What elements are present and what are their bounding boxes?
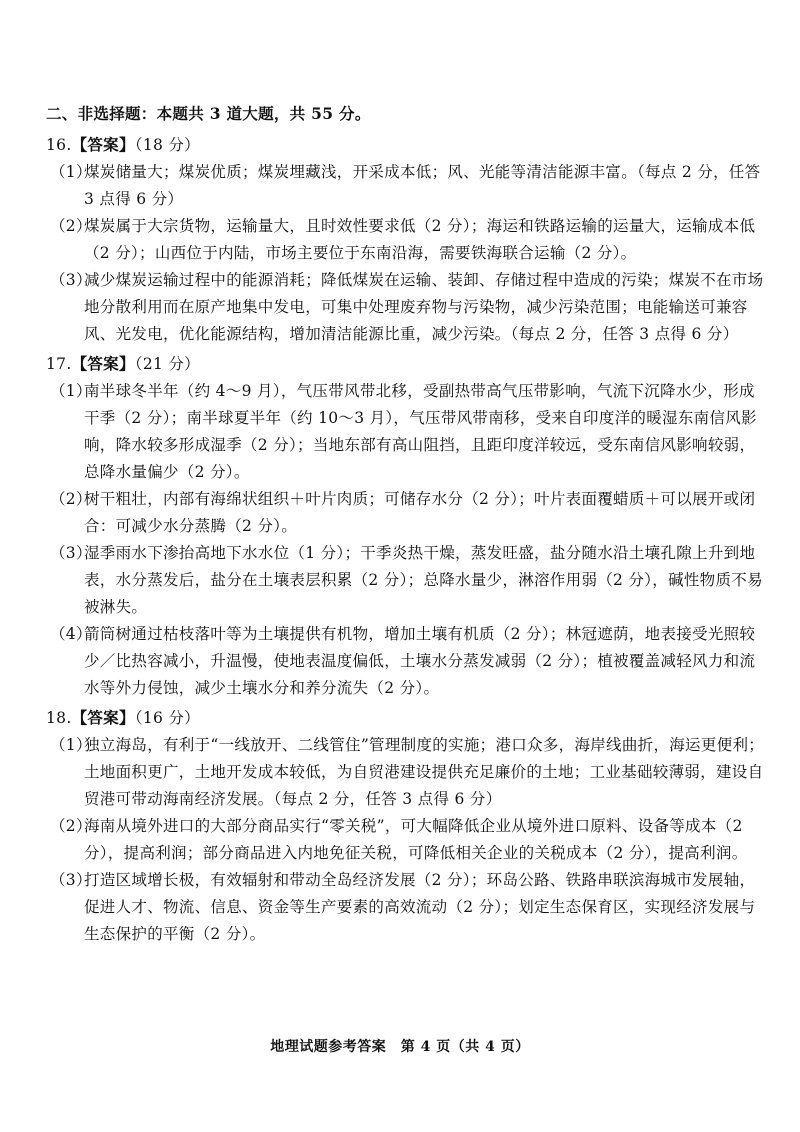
- answer-item: [50, 867, 766, 948]
- item-number: （2）: [50, 217, 92, 235]
- item-text: 海南从境外进口的大部分商品实行“零关税”，可大幅降低企业从境外进口原料、设备等成本（2 分），提高利润；部分商品进入内地免征关税，可降低相关企业的关税成本（2 分），提高利润。: [84, 817, 748, 862]
- item-text: 煤炭属于大宗货物，运输量大，且时效性要求低（2 分）；海运和铁路运输的运量大，运输成本低（2 分）；山西位于内陆，市场主要位于东南沿海，需要铁海联合运输（2 分）。: [84, 217, 756, 262]
- item-text: 南半球冬半年（约 4～9 月），气压带风带北移，受副热带高气压带影响，气流下沉降水少，形成干季（2 分）；南半球夏半年（约 10～3 月），气压带风带南移，受来自印度洋的暖湿东南信风影响，降水较多形成湿季（2 分）；当地东部有高山阻挡，且距印度洋较远，受东南信风影响较弱，总降水量偏少（2 分）。: [84, 382, 757, 481]
- item-number: （3）: [50, 544, 92, 562]
- item-number: （1）: [50, 736, 92, 754]
- answer-item: [50, 213, 766, 267]
- item-number: （2）: [50, 817, 92, 835]
- item-text: 减少煤炭运输过程中的能源消耗；降低煤炭在运输、装卸、存储过程中造成的污染；煤炭不在市场地分散利用而在原产地集中发电，可集中处理废弃物与污染物，减少污染范围；电能输送可兼容风、光发电，优化能源结构，增加清洁能源比重，减少污染。（每点 2 分，任答 3 点得 6 分）: [84, 271, 764, 343]
- question-score: （18 分）: [134, 136, 200, 154]
- answer-label: 【答案】: [71, 354, 135, 373]
- question-score: （16 分）: [134, 709, 200, 727]
- answer-item: [50, 159, 766, 213]
- answer-item: [50, 486, 766, 540]
- answer-item: [50, 267, 766, 348]
- answer-content: [46, 100, 766, 948]
- question-score: （21 分）: [134, 355, 200, 373]
- section-title: 二、非选择题：本题共 3 道大题，共 55 分。: [46, 104, 371, 123]
- item-number: （4）: [50, 625, 92, 643]
- item-number: （3）: [50, 271, 92, 289]
- answer-item: [50, 813, 766, 867]
- answer-item: [50, 732, 766, 813]
- item-text: 湿季雨水下渗抬高地下水水位（1 分）；干季炎热干燥，蒸发旺盛，盐分随水沿土壤孔隙上升到地表，水分蒸发后，盐分在土壤表层积累（2 分）；总降水量少，淋溶作用弱（2 分），碱性物质不易被淋失。: [84, 544, 763, 616]
- item-text: 树干粗壮，内部有海绵状组织＋叶片肉质；可储存水分（2 分）；叶片表面覆蜡质＋可以展开或闭合：可减少水分蒸腾（2 分）。: [84, 490, 756, 535]
- question-18-header: [46, 704, 766, 732]
- question-number: 17.: [46, 355, 72, 373]
- question-number: 16.: [46, 136, 72, 154]
- answer-item: [50, 540, 766, 621]
- answer-label: 【答案】: [71, 708, 135, 727]
- item-text: 打造区域增长极，有效辐射和带动全岛经济发展（2 分）；环岛公路、铁路串联滨海城市发展轴，促进人才、物流、信息、资金等生产要素的高效流动（2 分）；划定生态保育区，实现经济发展与生态保护的平衡（2 分）。: [84, 871, 756, 943]
- item-number: （3）: [50, 871, 92, 889]
- question-17-header: [46, 350, 766, 378]
- page-footer: 地理试题参考答案 第 4 页（共 4 页）: [270, 1039, 530, 1055]
- question-16-header: [46, 131, 766, 159]
- answer-item: [50, 378, 766, 486]
- item-text: 箭筒树通过枯枝落叶等为土壤提供有机物，增加土壤有机质（2 分）；林冠遮荫，地表接受光照较少／比热容减小，升温慢，使地表温度偏低，土壤水分蒸发减弱（2 分）；植被覆盖减轻风力和流水等外力侵蚀，减少土壤水分和养分流失（2 分）。: [84, 625, 756, 697]
- question-number: 18.: [46, 709, 72, 727]
- item-number: （2）: [50, 490, 92, 508]
- answer-item: [50, 621, 766, 702]
- answer-label: 【答案】: [71, 135, 135, 154]
- item-text: 独立海岛，有利于“一线放开、二线管住”管理制度的实施；港口众多，海岸线曲折，海运更便利；土地面积更广，土地开发成本较低，为自贸港建设提供充足廉价的土地；工业基础较薄弱，建设自贸港可带动海南经济发展。（每点 2 分，任答 3 点得 6 分）: [84, 736, 765, 808]
- item-number: （1）: [50, 163, 92, 181]
- item-number: （1）: [50, 382, 92, 400]
- item-text: 煤炭储量大；煤炭优质；煤炭埋藏浅，开采成本低；风、光能等清洁能源丰富。（每点 2 分，任答 3 点得 6 分）: [84, 163, 761, 208]
